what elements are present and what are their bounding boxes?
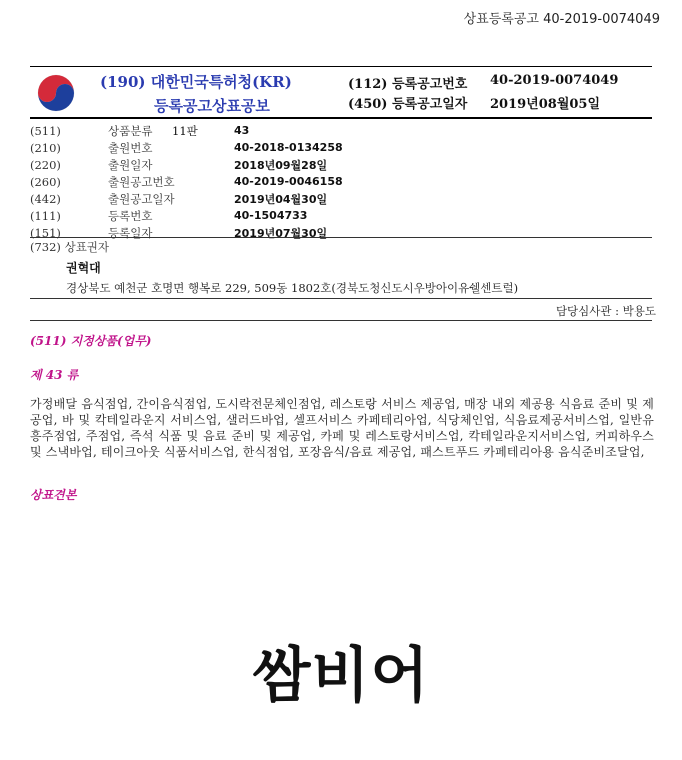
meta-row-registration-date — [30, 224, 652, 241]
header-bottom-rule — [30, 117, 652, 119]
meta-name: 출원번호 — [108, 140, 153, 155]
meta-code: (442) — [30, 191, 61, 206]
meta-row-application-date — [30, 156, 652, 173]
meta-name: 등록일자 — [108, 225, 153, 240]
holder-name: 권혁대 — [66, 261, 101, 275]
holder-label: (732) 상표권자 — [30, 240, 110, 254]
examiner: 담당심사관 : 박용도 — [555, 304, 656, 318]
publication-date-label: (450) 등록공고일자 — [348, 97, 468, 112]
meta-code: (511) — [30, 123, 61, 138]
trademark-sample-title: 상표견본 — [30, 488, 77, 502]
meta-bottom-rule — [30, 237, 652, 238]
document-reference: 상표등록공고 40-2019-0074049 — [463, 12, 660, 27]
meta-value: 2018년09월28일 — [234, 158, 328, 172]
publication-date-line — [348, 93, 600, 112]
meta-name: 상품분류 — [108, 123, 153, 138]
meta-value: 40-2019-0046158 — [234, 175, 343, 188]
meta-code: (151) — [30, 225, 61, 240]
trademark-sample: 쌈비어 — [252, 641, 430, 711]
designated-goods-title: (511) 지정상품(업무) — [30, 334, 152, 348]
publication-number-line — [348, 73, 618, 92]
meta-code: (210) — [30, 140, 61, 155]
meta-row-application-publication-number — [30, 173, 652, 190]
holder-bottom-rule — [30, 298, 652, 299]
meta-code: (260) — [30, 174, 61, 189]
meta-row-application-publication-date — [30, 190, 652, 207]
meta-code: (220) — [30, 157, 61, 172]
holder-address: 경상북도 예천군 호명면 행복로 229, 509동 1802호(경북도청신도시우방아이유쉘센트럴) — [66, 281, 519, 295]
publication-number-value: 40-2019-0074049 — [490, 73, 619, 88]
meta-name: 출원공고번호 — [108, 174, 175, 189]
meta-value: 2019년07월30일 — [234, 226, 328, 240]
meta-row-class — [30, 122, 652, 139]
class-title: 제 43 류 — [30, 368, 79, 382]
bibliographic-table — [30, 122, 652, 241]
meta-value: 40-2018-0134258 — [234, 141, 343, 154]
meta-edition: 11판 — [172, 123, 198, 138]
meta-name: 등록번호 — [108, 208, 153, 223]
examiner-bottom-rule — [30, 320, 652, 321]
meta-code: (111) — [30, 208, 61, 223]
meta-row-application-number — [30, 139, 652, 156]
publication-date-value: 2019년08월05일 — [490, 97, 601, 112]
header-top-rule — [30, 66, 652, 67]
meta-value: 2019년04월30일 — [234, 192, 328, 206]
meta-row-registration-number — [30, 207, 652, 224]
taegeuk-emblem-icon — [36, 73, 76, 113]
meta-value: 40-1504733 — [234, 209, 308, 222]
publication-number-label: (112) 등록공고번호 — [348, 77, 468, 92]
gazette-title: 등록공고상표공보 — [154, 97, 270, 115]
office-name: (190) 대한민국특허청(KR) — [100, 73, 292, 91]
designated-goods-text: 가정배달 음식점업, 간이음식점업, 도시락전문체인점업, 레스토랑 서비스 제공업, 매장 내외 제공용 식음료 준비 및 제공업, 바 및 칵테일라운지 서비스업, 샐러드바업, 셀프서비스 카페테리아업, 식당체인업, 식음료제공서비스업, 일반유흥주점업, 주점업, 즉석 식품 및 음료 준비 및 제공업, 카페 및 레스토랑서비스업, 칵테일라운지서비스업, 커피하우스 및 스낵바업, 테이크아웃 식품서비스업, 한식점업, 포장음식/음료 제공업, 패스트푸드 카페테리아용 음식준비조달업, — [30, 397, 654, 459]
meta-name: 출원공고일자 — [108, 191, 175, 206]
meta-value: 43 — [234, 124, 250, 137]
meta-name: 출원일자 — [108, 157, 153, 172]
